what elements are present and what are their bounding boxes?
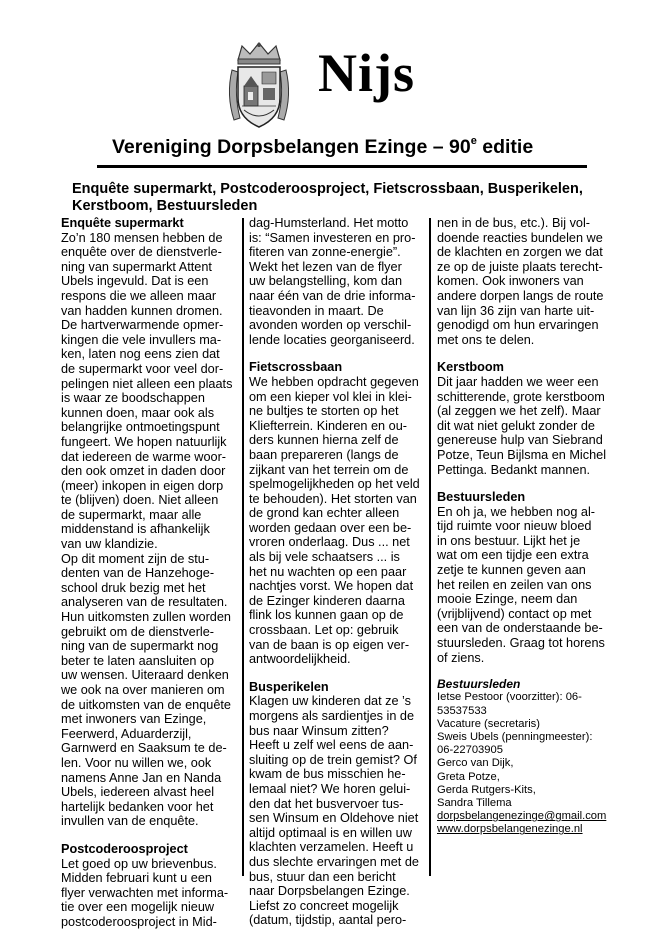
text-line: Klagen uw kinderen dat ze ’s xyxy=(249,694,411,709)
text-line: Ietse Pestoor (voorzitter): 06- xyxy=(437,691,582,704)
text-line: invullen van de enquête. xyxy=(61,814,199,829)
text-line: (datum, tijdstip, aantal pero- xyxy=(249,913,407,928)
article-body xyxy=(437,375,609,477)
text-line: te (blijven) doen. Niet alleen xyxy=(61,493,219,508)
text-line: de supermarkt, maar alle xyxy=(61,507,202,522)
text-line: klachten verzamelen. Heeft u xyxy=(249,840,414,855)
text-line: Greta Potze, xyxy=(437,770,500,783)
text-line: Garnwerd en Saaksum te de- xyxy=(61,741,227,756)
text-line: uw wensen. Uiteraard denken xyxy=(61,668,229,683)
text-line: komen. Ook inwoners van xyxy=(437,274,584,289)
text-line: Feerwerd, Aduarderzijl, xyxy=(61,726,192,741)
text-line: van de baan is op eigen ver- xyxy=(249,637,410,652)
text-line: Heeft u zelf wel eens de aan- xyxy=(249,738,414,753)
article-column-2 xyxy=(249,216,423,928)
text-line: ning van supermarkt Attent xyxy=(61,259,212,274)
text-line: naar Dorpsbelangen Ezinge. xyxy=(249,884,410,899)
text-line: ders kunnen hierna zelf de xyxy=(249,433,399,448)
text-line: respons die we alleen maar xyxy=(61,288,217,303)
title-rule xyxy=(97,165,587,168)
text-line: Wekt het lezen van de flyer xyxy=(249,259,402,274)
article-column-1 xyxy=(61,216,237,930)
text-line: pelingen niet alleen een plaats xyxy=(61,376,233,391)
article-body xyxy=(437,505,609,666)
text-line: de Ezinger kinderen daarna xyxy=(249,593,405,608)
article-column-3 xyxy=(437,216,609,837)
text-line: het nu wachten op een paar xyxy=(249,564,407,579)
coat-of-arms-logo xyxy=(224,40,294,130)
text-line: lemaal niet? We horen gelui- xyxy=(249,781,411,796)
text-line: schitterende, grote kerstboom xyxy=(437,389,605,404)
text-line: van lijn 36 zijn van harte uit- xyxy=(437,303,595,318)
text-line: den ook omzet in daden door xyxy=(61,464,226,479)
text-line: met ons te delen. xyxy=(437,332,535,347)
text-line: de supermarkt voor veel dor- xyxy=(61,361,224,376)
contents-summary xyxy=(72,181,602,214)
subtitle-main: Vereniging Dorpsbelangen Ezinge – 90 xyxy=(112,136,471,158)
text-line: analyseren van de resultaten. xyxy=(61,595,228,610)
text-line: Vacature (secretaris) xyxy=(437,717,540,730)
text-line: We hebben opdracht gegeven xyxy=(249,374,419,389)
text-line: of ziens. xyxy=(437,650,485,665)
text-line: ning van de supermarkt nog xyxy=(61,639,219,654)
text-line: dus slechte ervaringen met de xyxy=(249,854,419,869)
text-line: bus, stuur dan een bericht xyxy=(249,869,396,884)
text-line: Midden februari kunt u een xyxy=(61,871,212,886)
text-line: Kliefterrein. Kinderen en ou- xyxy=(249,418,407,433)
text-line: fungeert. We hopen natuurlijk xyxy=(61,434,227,449)
board-heading: Bestuursleden xyxy=(437,677,521,692)
text-line: van uw klandizie. xyxy=(61,537,158,552)
text-line: ne bultjes te storten op het xyxy=(249,404,399,419)
text-line: kunnen doen, maar ook als xyxy=(61,405,215,420)
text-line: fiteren van zonne-energie”. xyxy=(249,245,401,260)
text-line: Potze, Teun Bijlsma en Michel xyxy=(437,447,607,462)
text-line: nen in de bus, etc.). Bij vol- xyxy=(437,216,591,230)
board-list xyxy=(437,678,609,836)
text-line: zijkant van het terrein om de xyxy=(249,462,409,477)
section-heading-postcoderoos: Postcoderoosproject xyxy=(61,841,188,856)
text-line: tijd ruimte voor nieuw bloed xyxy=(437,519,592,534)
section-heading-busperikelen: Busperikelen xyxy=(249,679,329,694)
text-line: tieavonden in maart. De xyxy=(249,303,384,318)
text-line: naar één van de drie informa- xyxy=(249,288,416,303)
text-line: avonden worden op verschil- xyxy=(249,318,412,333)
text-line: namens Anne Jan en Nanda xyxy=(61,770,222,785)
text-line: de grond kan echter alleen xyxy=(249,506,400,521)
text-line: Gerco van Dijk, xyxy=(437,757,514,770)
board-members xyxy=(437,691,609,810)
section-heading-bestuursleden: Bestuursleden xyxy=(437,490,526,505)
article-body xyxy=(61,857,237,930)
text-line: als bij vele schaatsers ... is xyxy=(249,550,400,565)
section-heading-enquete: Enquête supermarkt xyxy=(61,216,184,230)
text-line: Ubels, iedereen alvast heel xyxy=(61,785,215,800)
masthead-title: Nijs xyxy=(318,43,415,103)
text-line: Sandra Tillema xyxy=(437,797,512,810)
text-line: uw belangstelling, kom dan xyxy=(249,274,403,289)
text-line: dit wat niet gelukt zonder de xyxy=(437,418,595,433)
text-line: baan prepareren (langs de xyxy=(249,447,399,462)
text-line: andere dorpen langs de route xyxy=(437,288,604,303)
text-line: vroren onderlaag. Dus ... net xyxy=(249,535,410,550)
text-line: we ook na over manieren om xyxy=(61,683,225,697)
text-line: ze op de juiste plaats terecht- xyxy=(437,259,603,274)
text-line: wat om een tijdje een extra xyxy=(437,548,589,563)
text-line: school druk bezig met het xyxy=(61,580,206,595)
text-line: De hartverwarmende opmer- xyxy=(61,318,224,333)
text-line: antwoordelijkheid. xyxy=(249,652,351,667)
text-line: doende reacties bundelen we xyxy=(437,230,603,245)
text-line: kingen die vele invullers ma- xyxy=(61,332,222,347)
text-line: een van de onderstaande be- xyxy=(437,621,603,636)
text-line: gebruikt om de dienstverle- xyxy=(61,624,215,639)
article-body xyxy=(249,694,423,928)
text-line: enquête over de dienstverle- xyxy=(61,245,222,260)
text-line: zetje te kunnen geven aan xyxy=(437,563,586,578)
contents-line: Kerstboom, Bestuursleden xyxy=(72,197,258,214)
text-line: Op dit moment zijn de stu- xyxy=(61,551,210,566)
text-line: spelmogelijkheden op het veld xyxy=(249,477,420,492)
text-line: is: “Samen investeren en pro- xyxy=(249,230,416,245)
text-line: Ubels ingevuld. Dat is een xyxy=(61,274,209,289)
text-line: len. Voor nu willen we, ook xyxy=(61,755,212,770)
text-line: crossbaan. Let op: gebruik xyxy=(249,623,399,638)
article-body xyxy=(437,216,609,347)
text-line: tie over een mogelijk nieuw xyxy=(61,900,215,915)
text-line: het reilen en zeilen van ons xyxy=(437,577,592,592)
text-line: bus naar Winsum zitten? xyxy=(249,723,389,738)
text-line: En oh ja, we hebben nog al- xyxy=(437,504,596,519)
text-line: Pettinga. Bedankt mannen. xyxy=(437,462,591,477)
text-line: 06-22703905 xyxy=(437,744,503,757)
text-line: 53537533 xyxy=(437,704,487,717)
contents-line: Enquête supermarkt, Postcoderoosproject, Fietscrossbaan, Busperikelen, xyxy=(72,181,583,197)
text-line: mooie Ezinge, neem dan xyxy=(437,592,578,607)
text-line: Let goed op uw brievenbus. xyxy=(61,856,217,871)
text-line: hartelijk bedanken voor het xyxy=(61,799,214,814)
text-line: Gerda Rutgers-Kits, xyxy=(437,783,536,796)
article-body xyxy=(249,216,423,347)
text-line: (vrijblijvend) contact op met xyxy=(437,606,592,621)
text-line: (meer) inkopen in eigen dorp xyxy=(61,478,224,493)
text-line: dag-Humsterland. Het motto xyxy=(249,216,409,230)
text-line: sen Winsum en Oldehove niet xyxy=(249,811,419,826)
newsletter-subtitle xyxy=(112,136,533,159)
text-line: Sweis Ubels (penningmeester): xyxy=(437,731,593,744)
text-line: de klachten en zorgen we dat xyxy=(437,245,603,260)
text-line: beter te laten aansluiten op xyxy=(61,653,215,668)
text-line: morgens als sardientjes in de xyxy=(249,709,415,723)
section-heading-kerstboom: Kerstboom xyxy=(437,360,504,375)
text-line: flyer verwachten met informa- xyxy=(61,885,229,900)
text-line: nachtjes vorst. We hopen dat xyxy=(249,579,414,594)
text-line: flink los kunnen gaan op de xyxy=(249,608,404,623)
text-line: Hun uitkomsten zullen worden xyxy=(61,610,231,625)
text-line: worden gedaan over een be- xyxy=(249,520,412,535)
text-line: postcoderoosproject in Mid- xyxy=(61,914,217,929)
text-line: met inwoners van Ezinge, xyxy=(61,712,207,727)
text-line: (al zeggen we het zelf). Maar xyxy=(437,404,601,419)
website-link[interactable]: www.dorpsbelangenezinge.nl xyxy=(437,823,583,836)
article-body xyxy=(61,231,237,829)
text-line: lende locaties georganiseerd. xyxy=(249,332,415,347)
email-link[interactable]: dorpsbelangenezinge@gmail.com xyxy=(437,810,607,823)
text-line: Liefst zo concreet mogelijk xyxy=(249,898,399,913)
text-line: kwam de bus misschien he- xyxy=(249,767,406,782)
column-divider xyxy=(429,218,431,876)
text-line: genodigd om hun ervaringen xyxy=(437,318,599,333)
section-heading-fietscrossbaan: Fietscrossbaan xyxy=(249,360,343,375)
text-line: ken, laten nog eens zien dat xyxy=(61,347,220,362)
text-line: is waar ze boodschappen xyxy=(61,391,205,406)
text-line: stuursleden. Graag tot horens xyxy=(437,636,605,651)
text-line: in ons bestuur. Lijkt het je xyxy=(437,533,581,548)
text-line: dat iedereen de warme woor- xyxy=(61,449,227,464)
text-line: middenstand is afhankelijk xyxy=(61,522,210,537)
text-line: belangrijke ontmoetingspunt xyxy=(61,420,220,435)
text-line: Zo’n 180 mensen hebben de xyxy=(61,230,223,245)
text-line: denten van de Hanzehoge- xyxy=(61,566,215,581)
article-body xyxy=(249,375,423,667)
text-line: Dit jaar hadden we weer een xyxy=(437,374,599,389)
text-line: de uitkomsten van de enquête xyxy=(61,697,231,712)
text-line: genereuse hulp van Siebrand xyxy=(437,433,603,448)
text-line: den dat het busvervoer tus- xyxy=(249,796,404,811)
column-divider xyxy=(242,218,244,876)
text-line: van hadden kunnen dromen. xyxy=(61,303,223,318)
text-line: om een kieper vol klei in klei- xyxy=(249,389,412,404)
text-line: te behouden). Het storten van xyxy=(249,491,417,506)
subtitle-end: editie xyxy=(476,136,534,158)
text-line: sluiting op de trein gemist? Of xyxy=(249,752,417,767)
subtitle-superscript: e xyxy=(470,134,477,147)
text-line: altijd optimaal is en willen uw xyxy=(249,825,412,840)
